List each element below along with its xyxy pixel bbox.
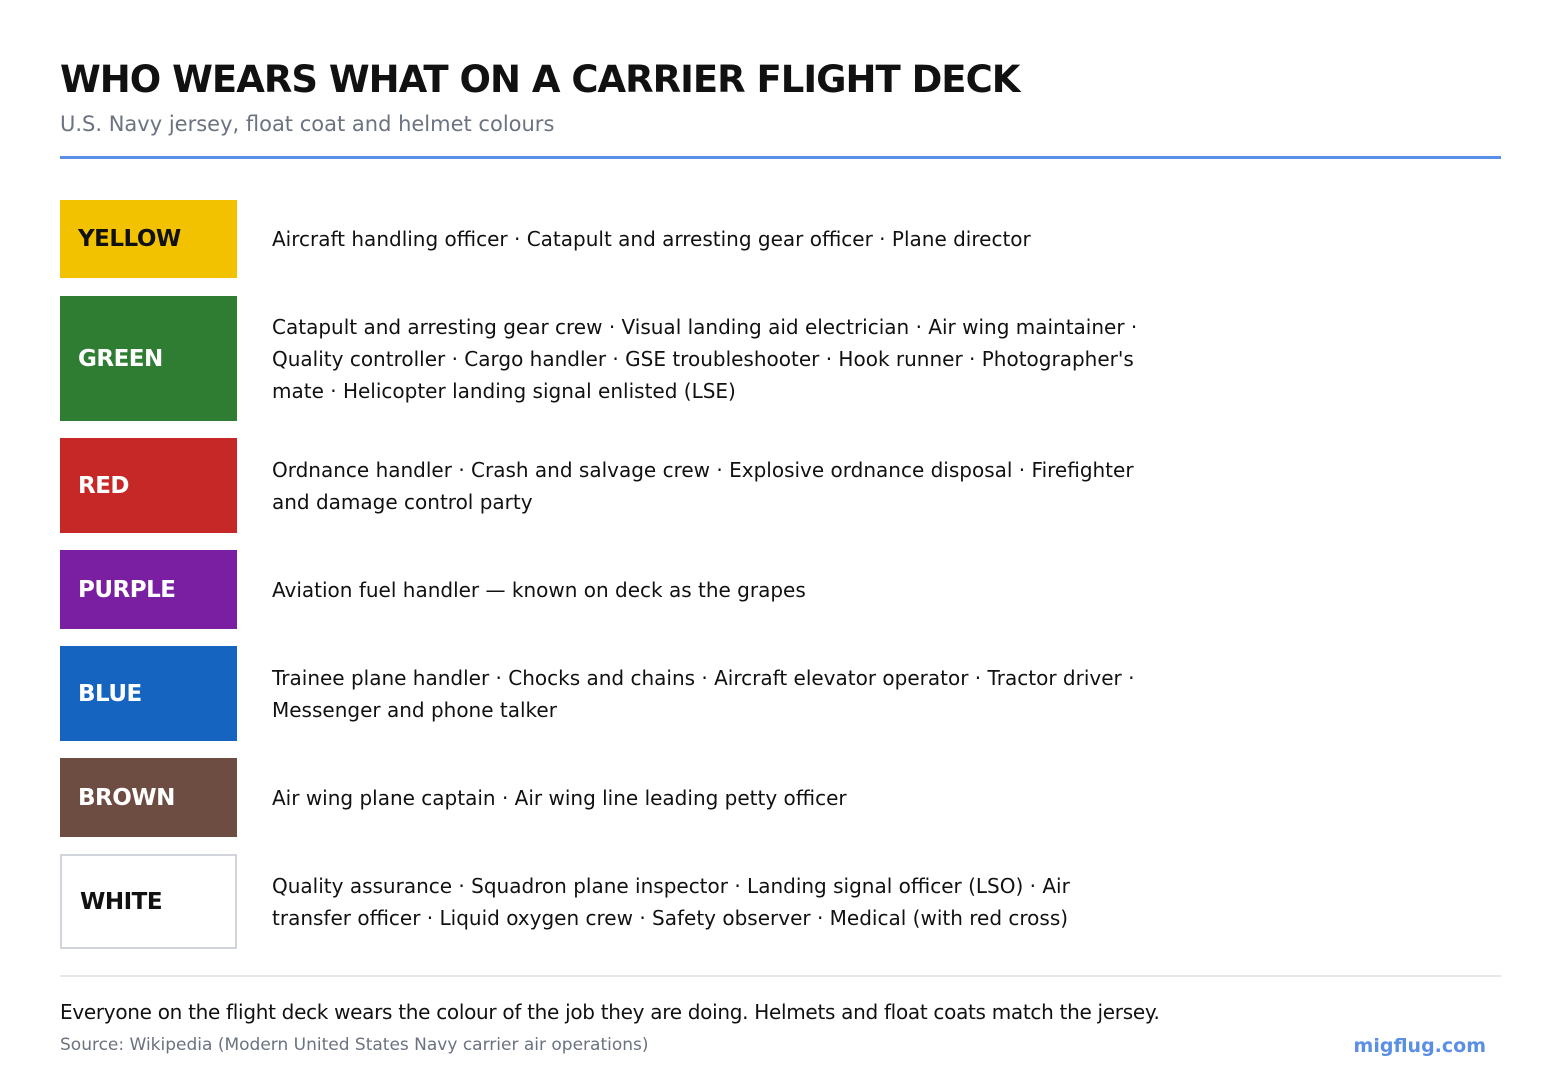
color-row-blue	[60, 646, 1501, 741]
page-title: WHO WEARS WHAT ON A CARRIER FLIGHT DECK	[60, 58, 1020, 101]
roles-description: Aircraft handling officer · Catapult and arresting gear officer · Plane director	[272, 227, 1031, 251]
source-credit: Source: Wikipedia (Modern United States Navy carrier air operations)	[60, 1035, 649, 1055]
color-label: YELLOW	[78, 226, 181, 252]
footer-note: Everyone on the flight deck wears the colour of the job they are doing. Helmets and float coats match the jersey.	[60, 1000, 1160, 1024]
page-subtitle: U.S. Navy jersey, float coat and helmet colours	[60, 112, 555, 136]
color-label: GREEN	[78, 345, 163, 372]
roles-text	[272, 550, 1142, 629]
roles-description: Quality assurance · Squadron plane inspector · Landing signal officer (LSO) · Air transfer officer · Liquid oxygen crew · Safety observer · Medical (with red cross)	[272, 873, 1070, 930]
color-row-yellow	[60, 200, 1501, 278]
color-label: RED	[78, 472, 130, 499]
roles-text	[272, 758, 1142, 837]
color-swatch-red	[60, 438, 237, 533]
roles-text	[272, 438, 1142, 533]
color-label: WHITE	[80, 888, 163, 915]
color-row-purple	[60, 550, 1501, 629]
header-divider	[60, 156, 1501, 159]
roles-description: Air wing plane captain · Air wing line leading petty officer	[272, 785, 847, 810]
color-swatch-blue	[60, 646, 237, 741]
color-label: PURPLE	[78, 576, 176, 603]
color-label: BLUE	[78, 680, 142, 707]
roles-text	[272, 200, 1142, 278]
color-label: BROWN	[78, 784, 175, 811]
color-swatch-white	[60, 854, 237, 949]
color-swatch-brown	[60, 758, 237, 837]
roles-text	[272, 296, 1142, 421]
color-swatch-yellow	[60, 200, 237, 278]
roles-description: Ordnance handler · Crash and salvage crew · Explosive ordnance disposal · Firefighter and damage control party	[272, 457, 1134, 514]
roles-description: Catapult and arresting gear crew · Visual landing aid electrician · Air wing maintainer · Quality controller · Cargo handler · GSE troubleshooter · Hook runner · Photographer's mate · Helicopter landing signal enlisted (LSE)	[272, 314, 1138, 403]
color-row-brown	[60, 758, 1501, 837]
roles-text	[272, 646, 1142, 741]
brand-link[interactable]: migflug.com	[1353, 1035, 1486, 1057]
color-swatch-green	[60, 296, 237, 421]
page	[60, 0, 1501, 1078]
color-row-green	[60, 296, 1501, 421]
color-row-red	[60, 438, 1501, 533]
footer-divider	[60, 975, 1501, 977]
roles-text	[272, 854, 1142, 949]
roles-description: Trainee plane handler · Chocks and chains · Aircraft elevator operator · Tractor driver · Messenger and phone talker	[272, 665, 1135, 722]
color-row-white	[60, 854, 1501, 949]
roles-description: Aviation fuel handler — known on deck as the grapes	[272, 577, 806, 602]
color-swatch-purple	[60, 550, 237, 629]
